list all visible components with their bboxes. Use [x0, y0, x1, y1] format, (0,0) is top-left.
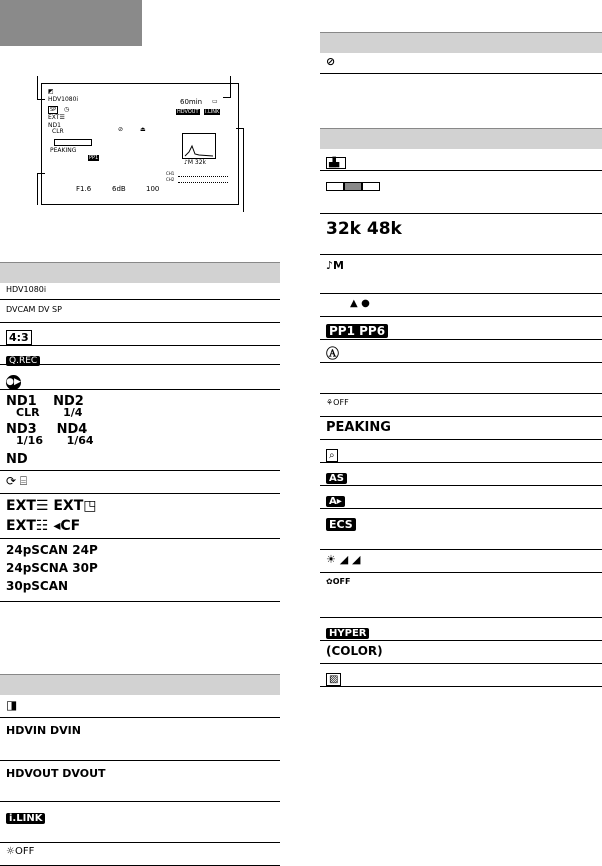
leader-line — [37, 99, 45, 100]
tape-icon: ⊘ — [118, 126, 124, 133]
table-row — [320, 317, 602, 340]
table-row — [320, 664, 602, 687]
lcd-ilink-indicator: i.LINK — [205, 109, 220, 115]
q-rec-icon: Q.REC — [6, 348, 40, 367]
lcd-aperture: F1.6 — [76, 185, 92, 193]
table-row — [320, 417, 602, 440]
lcd-ext-indicator: EXT☰ — [48, 114, 65, 121]
lcd-audio-bar — [54, 139, 92, 146]
interval-rec-icon: ⟳ ⌸ — [6, 474, 28, 488]
cassette-memory-icon: ◨ — [6, 698, 18, 712]
table-row — [0, 539, 280, 602]
hdv-dv-out-icon: HDVOUT DVOUT — [6, 767, 106, 780]
color-bar-icon: (COLOR) — [326, 644, 383, 658]
ilink-icon: i.LINK — [6, 806, 45, 825]
aspect-4-3-icon: 4:3 — [6, 326, 32, 345]
table-row — [0, 761, 280, 802]
wind-filter-off-icon: ✿OFF — [326, 577, 351, 586]
audio-level-bars-icon — [326, 176, 380, 195]
table-row — [0, 718, 280, 761]
record-review-icon: ●▶ — [6, 369, 21, 390]
zebra-icon: ▨ — [326, 667, 341, 686]
white-balance-icon: ☀ ◢ ◢ — [326, 553, 361, 566]
lcd-top-left-icon: ◩ — [48, 88, 54, 95]
table-row — [0, 695, 280, 718]
auto-iris-icon: Ⓐ — [326, 347, 340, 362]
hyper-gain-icon: HYPER — [326, 621, 369, 640]
lcd-pp-indicator: PP1 — [89, 155, 99, 161]
table-row — [0, 494, 280, 539]
leader-line — [230, 76, 231, 98]
histogram-icon — [183, 134, 215, 158]
table-row — [320, 486, 602, 509]
leader-line — [37, 173, 45, 174]
table-row — [320, 550, 602, 573]
histogram-icon: ▟▖ — [326, 150, 346, 169]
table-row — [320, 214, 602, 255]
battery-icon: ▭ — [212, 98, 218, 105]
right-top-indicator-table — [320, 32, 602, 74]
hdv-dv-in-icon: HDVIN DVIN — [6, 724, 81, 737]
table-header — [0, 674, 280, 695]
histogram-display — [182, 133, 216, 159]
lcd-ch2: CH2 — [166, 177, 175, 182]
lcd-rec-icon: ◷ — [64, 106, 70, 113]
table-row — [320, 641, 602, 664]
eject-icon: ⏏ — [140, 126, 146, 133]
table-row — [0, 843, 280, 866]
audio-mode-icon: ♪M — [326, 259, 344, 272]
24p-scna-icon: 24pSCNA 30P — [6, 561, 98, 575]
scene-mode-icon: ▲ ● — [350, 298, 370, 309]
nd-filter-icon: ND — [6, 452, 28, 467]
table-row — [0, 390, 280, 471]
nd-filter-1-2-icon: ND1 CLR ND2 1/4 — [6, 394, 84, 419]
table-row — [320, 171, 602, 214]
nd-filter-3-4-icon: ND3 1/16 ND4 1/64 — [6, 422, 94, 447]
lcd-time-remaining: 60min — [180, 98, 203, 106]
lcd-nd-indicator: ND1 — [48, 122, 61, 129]
table-row — [320, 463, 602, 486]
expanded-focus-icon: ⌕ — [326, 443, 338, 462]
audio-sampling-icon: 32k 48k — [326, 219, 402, 239]
table-row — [320, 340, 602, 363]
table-row — [320, 618, 602, 641]
left-indicator-table — [0, 262, 280, 602]
lcd-ch1: CH1 — [166, 171, 175, 176]
table-row — [0, 802, 280, 843]
lcd-ch2-meter — [178, 179, 228, 183]
peaking-icon: PEAKING — [326, 420, 391, 435]
table-row — [320, 440, 602, 463]
table-row — [0, 300, 280, 323]
table-header — [0, 262, 280, 283]
lcd-audio-mode: ♪M 32k — [184, 159, 207, 166]
table-row — [0, 283, 280, 300]
table-row — [0, 323, 280, 346]
lcd-peaking: PEAKING — [50, 147, 77, 154]
leader-line — [37, 173, 38, 205]
24p-scan-icon: 24pSCAN 24P — [6, 543, 98, 557]
picture-profile-icon: PP1 PP6 — [326, 320, 388, 339]
lcd-screen-diagram — [41, 83, 239, 205]
leader-line — [37, 76, 38, 100]
lcd-sp-indicator: SP — [50, 107, 57, 113]
right-indicator-table — [320, 128, 602, 687]
table-row — [320, 509, 602, 550]
lcd-hdv-indicator: HDV1080i — [48, 96, 79, 103]
bottom-left-indicator-table — [0, 674, 280, 866]
lcd-clr-indicator: CLR — [52, 128, 64, 135]
hdv1080i-icon: HDV1080i — [6, 285, 47, 294]
ext-unit-icon: EXT☰ EXT◳ — [6, 498, 97, 514]
table-row — [0, 471, 280, 494]
table-row — [320, 149, 602, 171]
lcd-hdvout-indicator: HDVOUT — [177, 109, 199, 115]
steadyshot-off-icon: ⚘OFF — [326, 398, 349, 407]
ext-cf-icon: EXT☷ ◂CF — [6, 518, 81, 534]
lcd-ch1-meter — [178, 173, 228, 177]
tape-warning-icon: ⊘ — [326, 55, 336, 68]
leader-line — [223, 97, 231, 98]
auto-gain-icon: A▸ — [326, 489, 345, 508]
table-row — [320, 363, 602, 394]
table-row — [320, 394, 602, 417]
table-row — [320, 294, 602, 317]
section-header-box — [0, 0, 142, 46]
ecs-icon: ECS — [326, 513, 356, 532]
table-row — [320, 53, 602, 74]
leader-line — [243, 128, 244, 212]
dvcam-dv-sp-icon: DVCAM DV SP — [6, 305, 62, 314]
light-off-icon: ☼OFF — [6, 846, 35, 857]
table-header — [320, 128, 602, 149]
table-row — [0, 346, 280, 365]
table-row — [320, 255, 602, 294]
table-row — [0, 365, 280, 390]
auto-shutter-icon: AS — [326, 466, 347, 485]
lcd-shutter: 100 — [146, 185, 160, 193]
lcd-gain: 6dB — [112, 185, 126, 193]
table-header — [320, 32, 602, 53]
30p-scan-icon: 30pSCAN — [6, 579, 69, 593]
table-row — [320, 573, 602, 618]
